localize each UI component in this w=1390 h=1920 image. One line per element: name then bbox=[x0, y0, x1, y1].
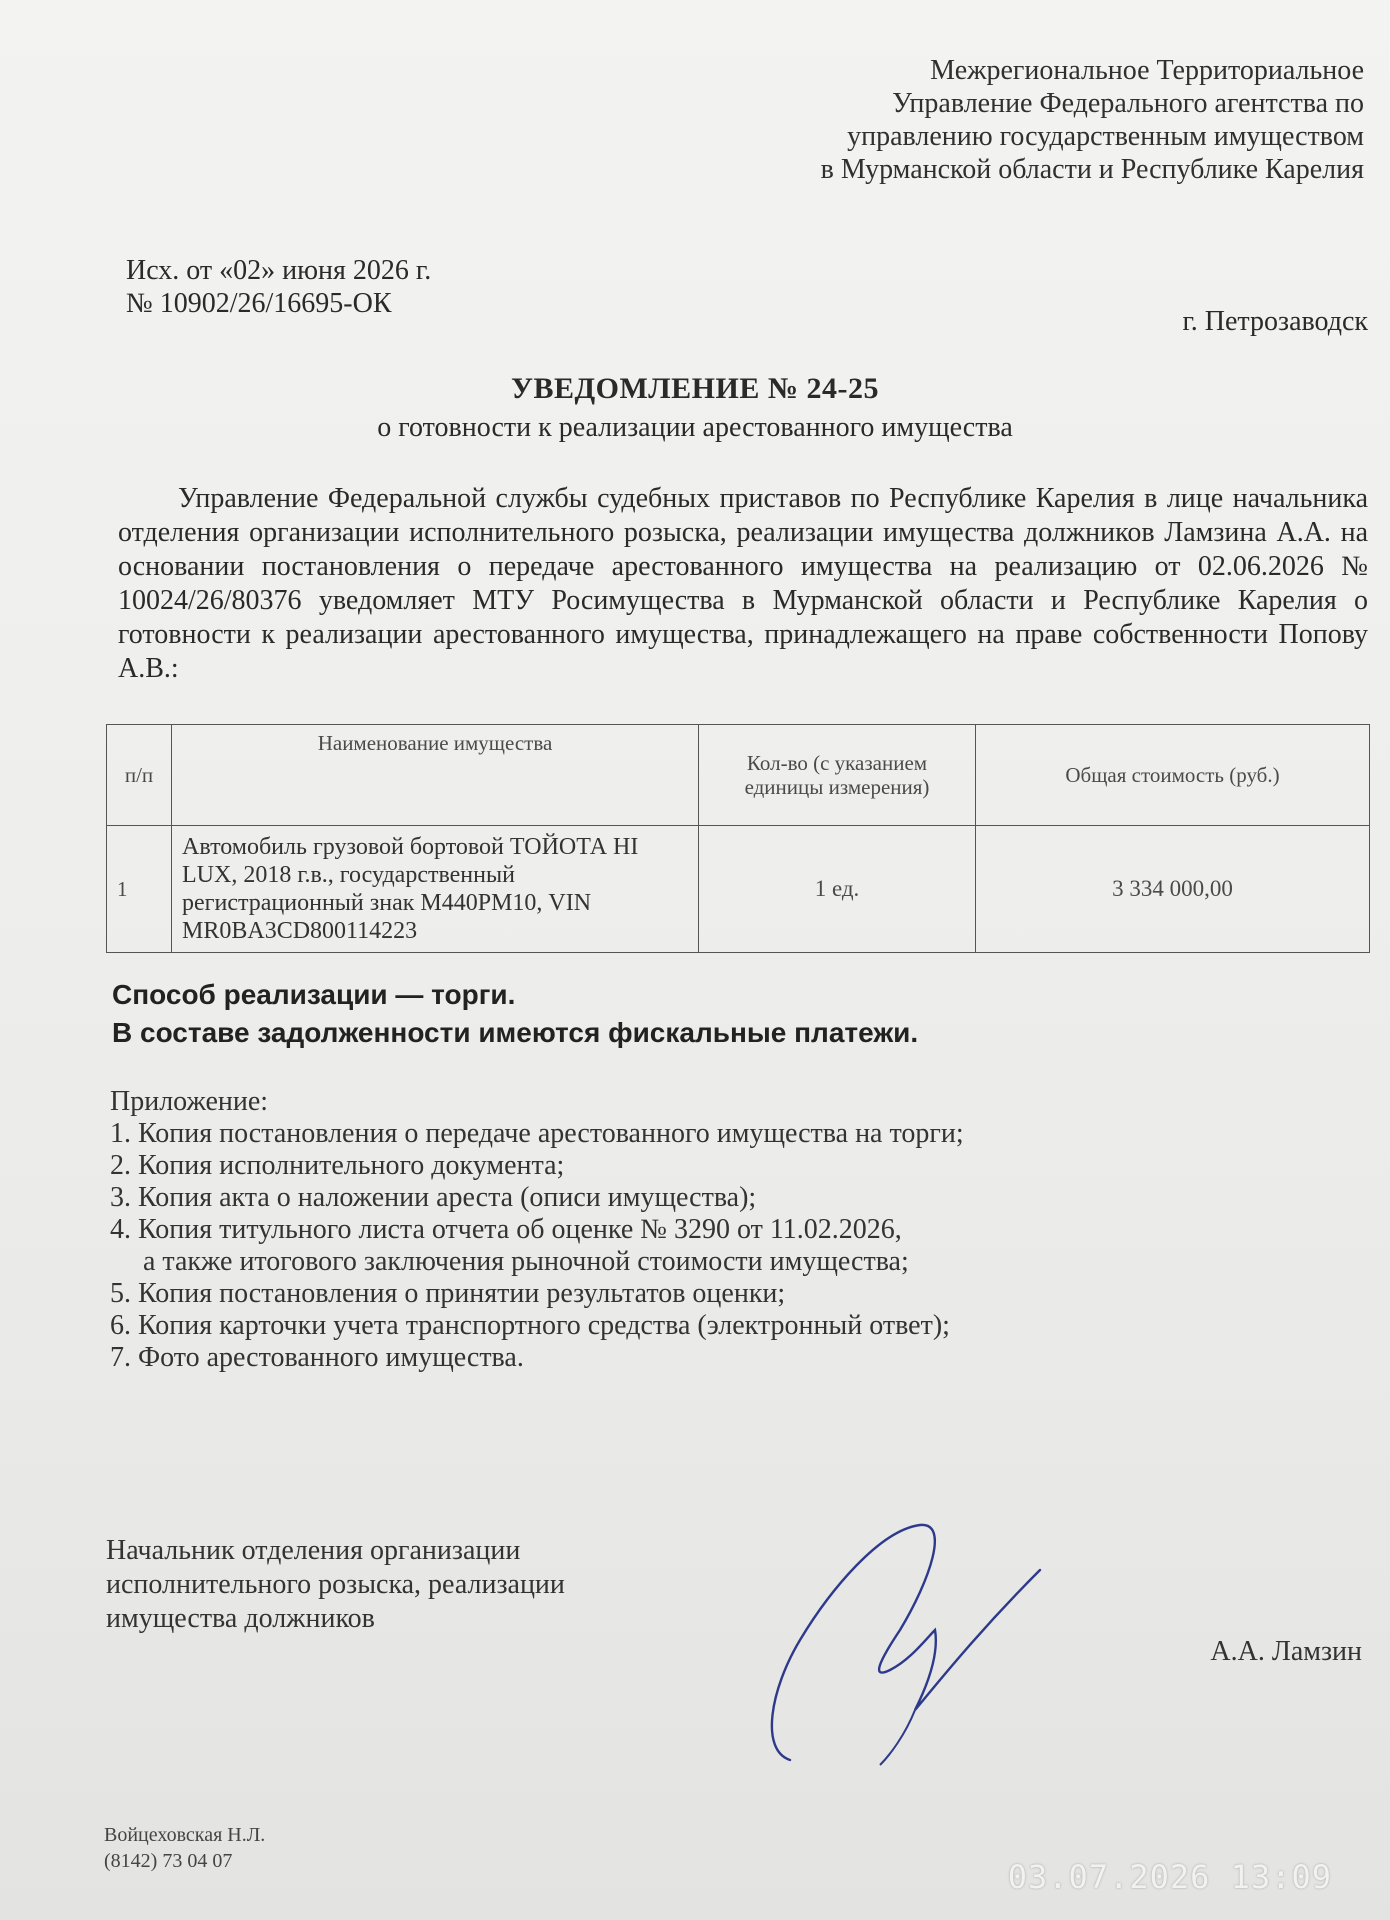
attachments-list bbox=[110, 1118, 964, 1374]
addressee-block bbox=[664, 54, 1364, 186]
executor-block bbox=[104, 1822, 265, 1874]
document-title: УВЕДОМЛЕНИЕ № 24-25 bbox=[510, 372, 879, 405]
signature-image bbox=[750, 1510, 1070, 1780]
signer-position-line: имущества должников bbox=[106, 1603, 375, 1634]
outgoing-number: № 10902/26/16695-ОК bbox=[126, 288, 392, 319]
attachments-heading: Приложение: bbox=[110, 1086, 269, 1117]
outgoing-date: Исх. от «02» июня 2026 г. bbox=[126, 255, 432, 286]
addressee-line: Межрегиональное Территориальное bbox=[930, 55, 1364, 86]
table-row bbox=[107, 826, 1370, 953]
fiscal-note: В составе задолженности имеются фискальные платежи. bbox=[112, 1017, 919, 1048]
photo-timestamp: 03.07.2026 13:09 bbox=[1007, 1858, 1332, 1896]
list-item: а также итогового заключения рыночной стоимости имущества; bbox=[143, 1246, 909, 1277]
header-qty: Кол-во (с указанием единицы измерения) bbox=[699, 725, 976, 826]
list-item: 3. Копия акта о наложении ареста (описи имущества); bbox=[110, 1182, 757, 1213]
addressee-line: управлению государственным имуществом bbox=[847, 121, 1364, 152]
executor-name: Войцеховская Н.Л. bbox=[104, 1824, 266, 1846]
body-paragraph: Управление Федеральной службы судебных приставов по Республике Карелия в лице начальника отделения организации исполнительного розыска, реализации имущества должников Ламзина А.А. на основании постановления о передаче арестованного имущества на реализацию от 02.06.2026 № 10024/26/80376 уведомляет МТУ Росимущества в Мурманской области и Республике Карелия о готовности к реализации арестованного имущества, принадлежащего на праве собственности Попову А.В.: bbox=[118, 483, 1368, 684]
header-num: п/п bbox=[107, 725, 172, 826]
realization-notes bbox=[112, 976, 918, 1052]
header-name: Наименование имущества bbox=[172, 725, 699, 826]
addressee-line: Управление Федерального агентства по bbox=[892, 88, 1364, 119]
row-cost: 3 334 000,00 bbox=[976, 826, 1370, 953]
signature-stroke bbox=[772, 1525, 1040, 1760]
list-item: 7. Фото арестованного имущества. bbox=[110, 1342, 524, 1373]
addressee-line: в Мурманской области и Республике Карелия bbox=[820, 154, 1364, 185]
signer-position-line: Начальник отделения организации bbox=[106, 1535, 521, 1566]
property-table bbox=[106, 724, 1370, 953]
signer-position-line: исполнительного розыска, реализации bbox=[106, 1569, 565, 1600]
list-item: 4. Копия титульного листа отчета об оценке № 3290 от 11.02.2026, bbox=[110, 1214, 902, 1245]
row-num: 1 bbox=[107, 826, 172, 953]
signer-position bbox=[106, 1534, 565, 1636]
list-item: 5. Копия постановления о принятии результатов оценки; bbox=[110, 1278, 786, 1309]
signer-name: А.А. Ламзин bbox=[1210, 1636, 1362, 1667]
table-header-row bbox=[107, 725, 1370, 826]
realization-method: Способ реализации — торги. bbox=[112, 979, 516, 1010]
city: г. Петрозаводск bbox=[1182, 306, 1368, 337]
row-name: Автомобиль грузовой бортовой ТОЙОТА HI LUX, 2018 г.в., государственный регистрационный знак М440РМ10, VIN MR0BA3CD800114223 bbox=[172, 826, 699, 953]
signature-stroke bbox=[880, 1710, 915, 1765]
list-item: 1. Копия постановления о передаче арестованного имущества на торги; bbox=[110, 1118, 964, 1149]
outgoing-reference bbox=[126, 254, 431, 320]
executor-phone: (8142) 73 04 07 bbox=[104, 1850, 233, 1872]
document-subtitle: о готовности к реализации арестованного имущества bbox=[377, 412, 1013, 443]
row-qty: 1 ед. bbox=[699, 826, 976, 953]
header-cost: Общая стоимость (руб.) bbox=[976, 725, 1370, 826]
attachments-block bbox=[110, 1086, 964, 1374]
list-item: 6. Копия карточки учета транспортного средства (электронный ответ); bbox=[110, 1310, 950, 1341]
list-item: 2. Копия исполнительного документа; bbox=[110, 1150, 565, 1181]
